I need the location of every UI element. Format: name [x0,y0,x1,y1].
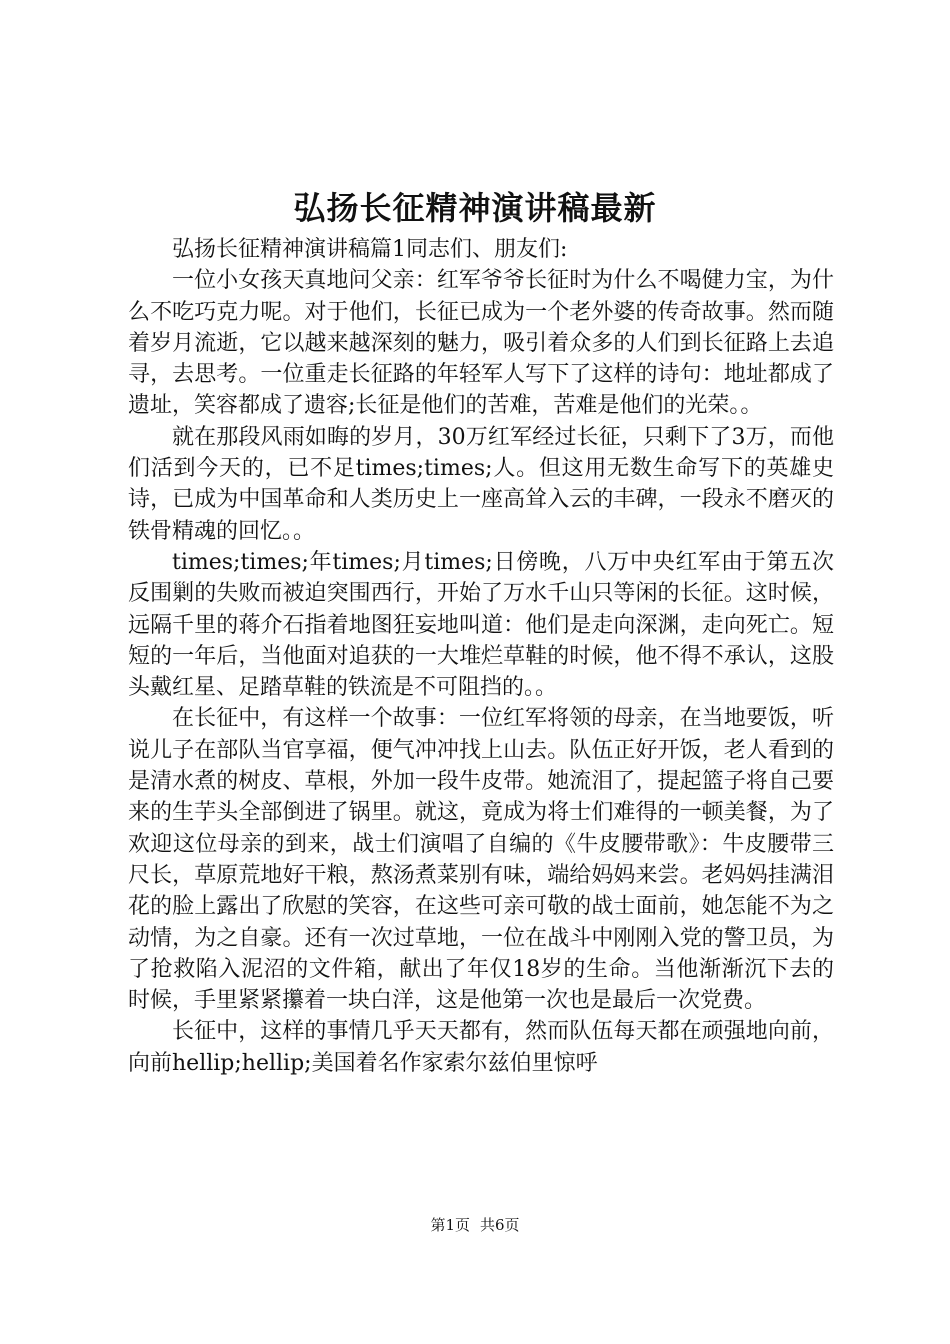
page-number: 第1页 [430,1216,470,1234]
paragraph-stormy-years: 就在那段风雨如晦的岁月，30万红军经过长征，只剩下了3万，而他们活到今天的，已不足times;times;人。但这用无数生命写下的英雄史诗，已成为中国革命和人类历史上一座高耸入云的丰碑，一段永不磨灭的铁骨精魂的回忆。。 [128,424,834,544]
page-footer [0,1214,950,1236]
paragraph-mother-story: 在长征中，有这样一个故事：一位红军将领的母亲，在当地要饭，听说儿子在部队当官享福，便气冲冲找上山去。队伍正好开饭，老人看到的是清水煮的树皮、草根，外加一段牛皮带。她流泪了，提起篮子将自己要来的生芋头全部倒进了锅里。就这，竟成为将士们难得的一顿美餐，为了欢迎这位母亲的到来，战士们演唱了自编的《牛皮腰带歌》：牛皮腰带三尺长，草原荒地好干粮，熬汤煮菜别有味，端给妈妈来尝。老妈妈挂满泪花的脸上露出了欣慰的笑容，在这些可亲可敬的战士面前，她怎能不为之动情，为之自豪。还有一次过草地，一位在战斗中刚刚入党的警卫员，为了抢救陷入泥沼的文件箱，献出了年仅18岁的生命。当他渐渐沉下去的时候，手里紧紧攥着一块白洋，这是他第一次也是最后一次党费。 [128,706,834,1014]
document-title: 弘扬长征精神演讲稿最新 [293,189,657,227]
page-total: 共6页 [480,1216,520,1234]
document-body [128,234,834,1079]
paragraph-little-girl-question: 一位小女孩天真地问父亲：红军爷爷长征时为什么不喝健力宝，为什么不吃巧克力呢。对于他们，长征已成为一个老外婆的传奇故事。然而随着岁月流逝，它以越来越深刻的魅力，吸引着众多的人们到长征路上去追寻，去思考。一位重走长征路的年轻军人写下了这样的诗句：地址都成了遗址，笑容都成了遗容;长征是他们的苦难，苦难是他们的光荣。。 [128,268,834,419]
paragraph-breakout-westward: times;times;年times;月times;日傍晚，八万中央红军由于第五次反围剿的失败而被迫突围西行，开始了万水千山只等闲的长征。这时候，远隔千里的蒋介石指着地图狂妄地叫道：他们是走向深渊，走向死亡。短短的一年后，当他面对追获的一大堆烂草鞋的时候，他不得不承认，这股头戴红星、足踏草鞋的铁流是不可阻挡的。。 [128,549,834,701]
paragraph-intro: 弘扬长征精神演讲稿篇1同志们、朋友们: [172,237,568,262]
paragraph-daily-march: 长征中，这样的事情几乎天天都有，然而队伍每天都在顽强地向前，向前hellip;hellip;美国着名作家索尔兹伯里惊呼 [128,1019,834,1076]
